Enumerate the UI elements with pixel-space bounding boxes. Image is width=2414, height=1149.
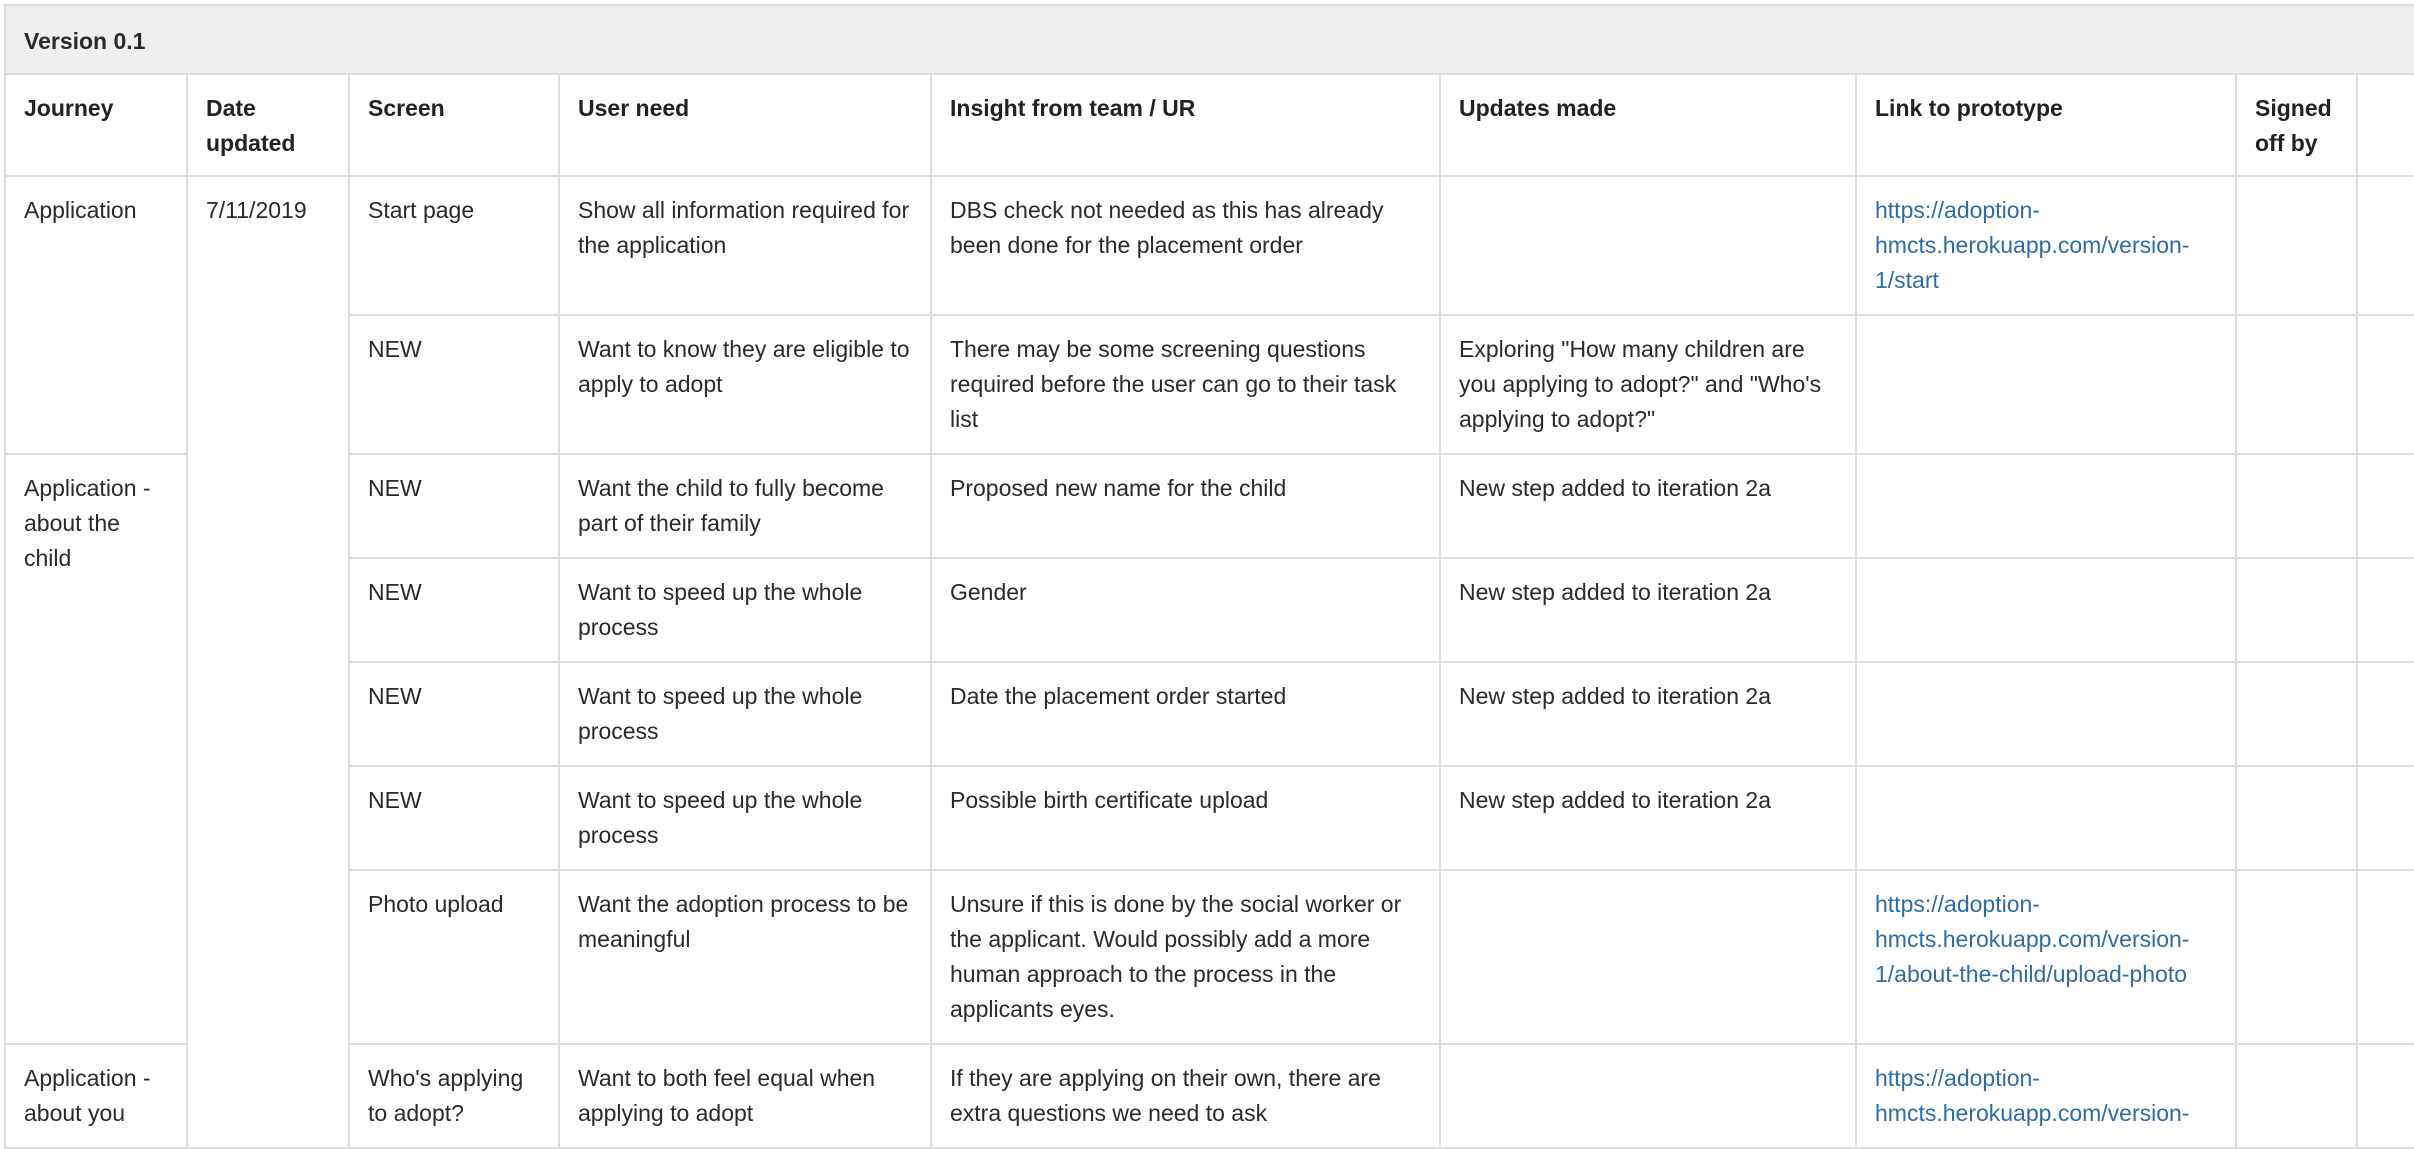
- insight-cell: Proposed new name for the child: [931, 454, 1440, 558]
- insight-cell: If they are applying on their own, there are extra questions we need to ask: [931, 1044, 1440, 1148]
- table-row: [5, 1044, 2414, 1148]
- link-cell: [1856, 454, 2236, 558]
- extra-cell: [2357, 870, 2414, 1044]
- updates-cell: New step added to iteration 2a: [1440, 766, 1856, 870]
- table-row: [5, 870, 2414, 1044]
- updates-cell: New step added to iteration 2a: [1440, 558, 1856, 662]
- screen-header: Screen: [349, 74, 559, 176]
- link-cell: [1856, 176, 2236, 315]
- link-cell: [1856, 870, 2236, 1044]
- link-cell: [1856, 662, 2236, 766]
- extra-column-header: [2357, 74, 2414, 176]
- insight-cell: Gender: [931, 558, 1440, 662]
- user-need-cell: Want to know they are eligible to apply to adopt: [559, 315, 931, 454]
- table-row: [5, 766, 2414, 870]
- updates-made-header: Updates made: [1440, 74, 1856, 176]
- insight-cell: Possible birth certificate upload: [931, 766, 1440, 870]
- date-updated-header: Date updated: [187, 74, 349, 176]
- user-need-cell: Want the adoption process to be meaningful: [559, 870, 931, 1044]
- link-cell: [1856, 315, 2236, 454]
- signed-off-cell: [2236, 1044, 2357, 1148]
- user-need-header: User need: [559, 74, 931, 176]
- prototype-link[interactable]: https://adoption-hmcts.herokuapp.com/version-1/about-the-child/upload-photo: [1875, 891, 2190, 987]
- insight-cell: Unsure if this is done by the social worker or the applicant. Would possibly add a more human approach to the process in the applicants eyes.: [931, 870, 1440, 1044]
- journey-header: Journey: [5, 74, 187, 176]
- user-need-cell: Want to speed up the whole process: [559, 766, 931, 870]
- screen-cell: Photo upload: [349, 870, 559, 1044]
- prototype-link[interactable]: https://adoption-hmcts.herokuapp.com/version-1/start: [1875, 197, 2190, 293]
- table-row: [5, 662, 2414, 766]
- extra-cell: [2357, 176, 2414, 315]
- journey-cell: Application: [5, 176, 187, 454]
- prototype-link[interactable]: https://adoption-hmcts.herokuapp.com/version-: [1875, 1065, 2190, 1126]
- extra-cell: [2357, 315, 2414, 454]
- table-row: [5, 176, 2414, 315]
- signed-off-cell: [2236, 176, 2357, 315]
- screen-cell: NEW: [349, 662, 559, 766]
- signed-off-cell: [2236, 315, 2357, 454]
- user-need-cell: Want the child to fully become part of their family: [559, 454, 931, 558]
- table-row: [5, 558, 2414, 662]
- date-updated-cell: 7/11/2019: [187, 176, 349, 1148]
- user-need-cell: Show all information required for the application: [559, 176, 931, 315]
- version-label: Version 0.1: [5, 5, 2414, 74]
- extra-cell: [2357, 662, 2414, 766]
- link-cell: [1856, 1044, 2236, 1148]
- screen-cell: Start page: [349, 176, 559, 315]
- screen-cell: NEW: [349, 454, 559, 558]
- version-row: [5, 5, 2414, 74]
- table-row: [5, 315, 2414, 454]
- user-need-cell: Want to speed up the whole process: [559, 558, 931, 662]
- signed-off-by-header: Signed off by: [2236, 74, 2357, 176]
- extra-cell: [2357, 1044, 2414, 1148]
- updates-cell: [1440, 176, 1856, 315]
- journey-cell: Application - about you: [5, 1044, 187, 1148]
- link-cell: [1856, 766, 2236, 870]
- signed-off-cell: [2236, 662, 2357, 766]
- signed-off-cell: [2236, 454, 2357, 558]
- extra-cell: [2357, 558, 2414, 662]
- user-need-cell: Want to both feel equal when applying to adopt: [559, 1044, 931, 1148]
- iteration-log-table: [4, 4, 2414, 1149]
- link-cell: [1856, 558, 2236, 662]
- user-need-cell: Want to speed up the whole process: [559, 662, 931, 766]
- insight-cell: Date the placement order started: [931, 662, 1440, 766]
- updates-cell: [1440, 1044, 1856, 1148]
- extra-cell: [2357, 766, 2414, 870]
- screen-cell: NEW: [349, 766, 559, 870]
- link-to-prototype-header: Link to prototype: [1856, 74, 2236, 176]
- updates-cell: [1440, 870, 1856, 1044]
- extra-cell: [2357, 454, 2414, 558]
- insight-cell: DBS check not needed as this has already been done for the placement order: [931, 176, 1440, 315]
- screen-cell: NEW: [349, 315, 559, 454]
- signed-off-cell: [2236, 766, 2357, 870]
- screen-cell: NEW: [349, 558, 559, 662]
- insight-header: Insight from team / UR: [931, 74, 1440, 176]
- updates-cell: New step added to iteration 2a: [1440, 454, 1856, 558]
- journey-cell: Application - about the child: [5, 454, 187, 1044]
- header-row: [5, 74, 2414, 176]
- updates-cell: Exploring "How many children are you applying to adopt?" and "Who's applying to adopt?": [1440, 315, 1856, 454]
- version-table-container: [4, 4, 2414, 1149]
- screen-cell: Who's applying to adopt?: [349, 1044, 559, 1148]
- insight-cell: There may be some screening questions required before the user can go to their task list: [931, 315, 1440, 454]
- updates-cell: New step added to iteration 2a: [1440, 662, 1856, 766]
- table-row: [5, 454, 2414, 558]
- signed-off-cell: [2236, 558, 2357, 662]
- signed-off-cell: [2236, 870, 2357, 1044]
